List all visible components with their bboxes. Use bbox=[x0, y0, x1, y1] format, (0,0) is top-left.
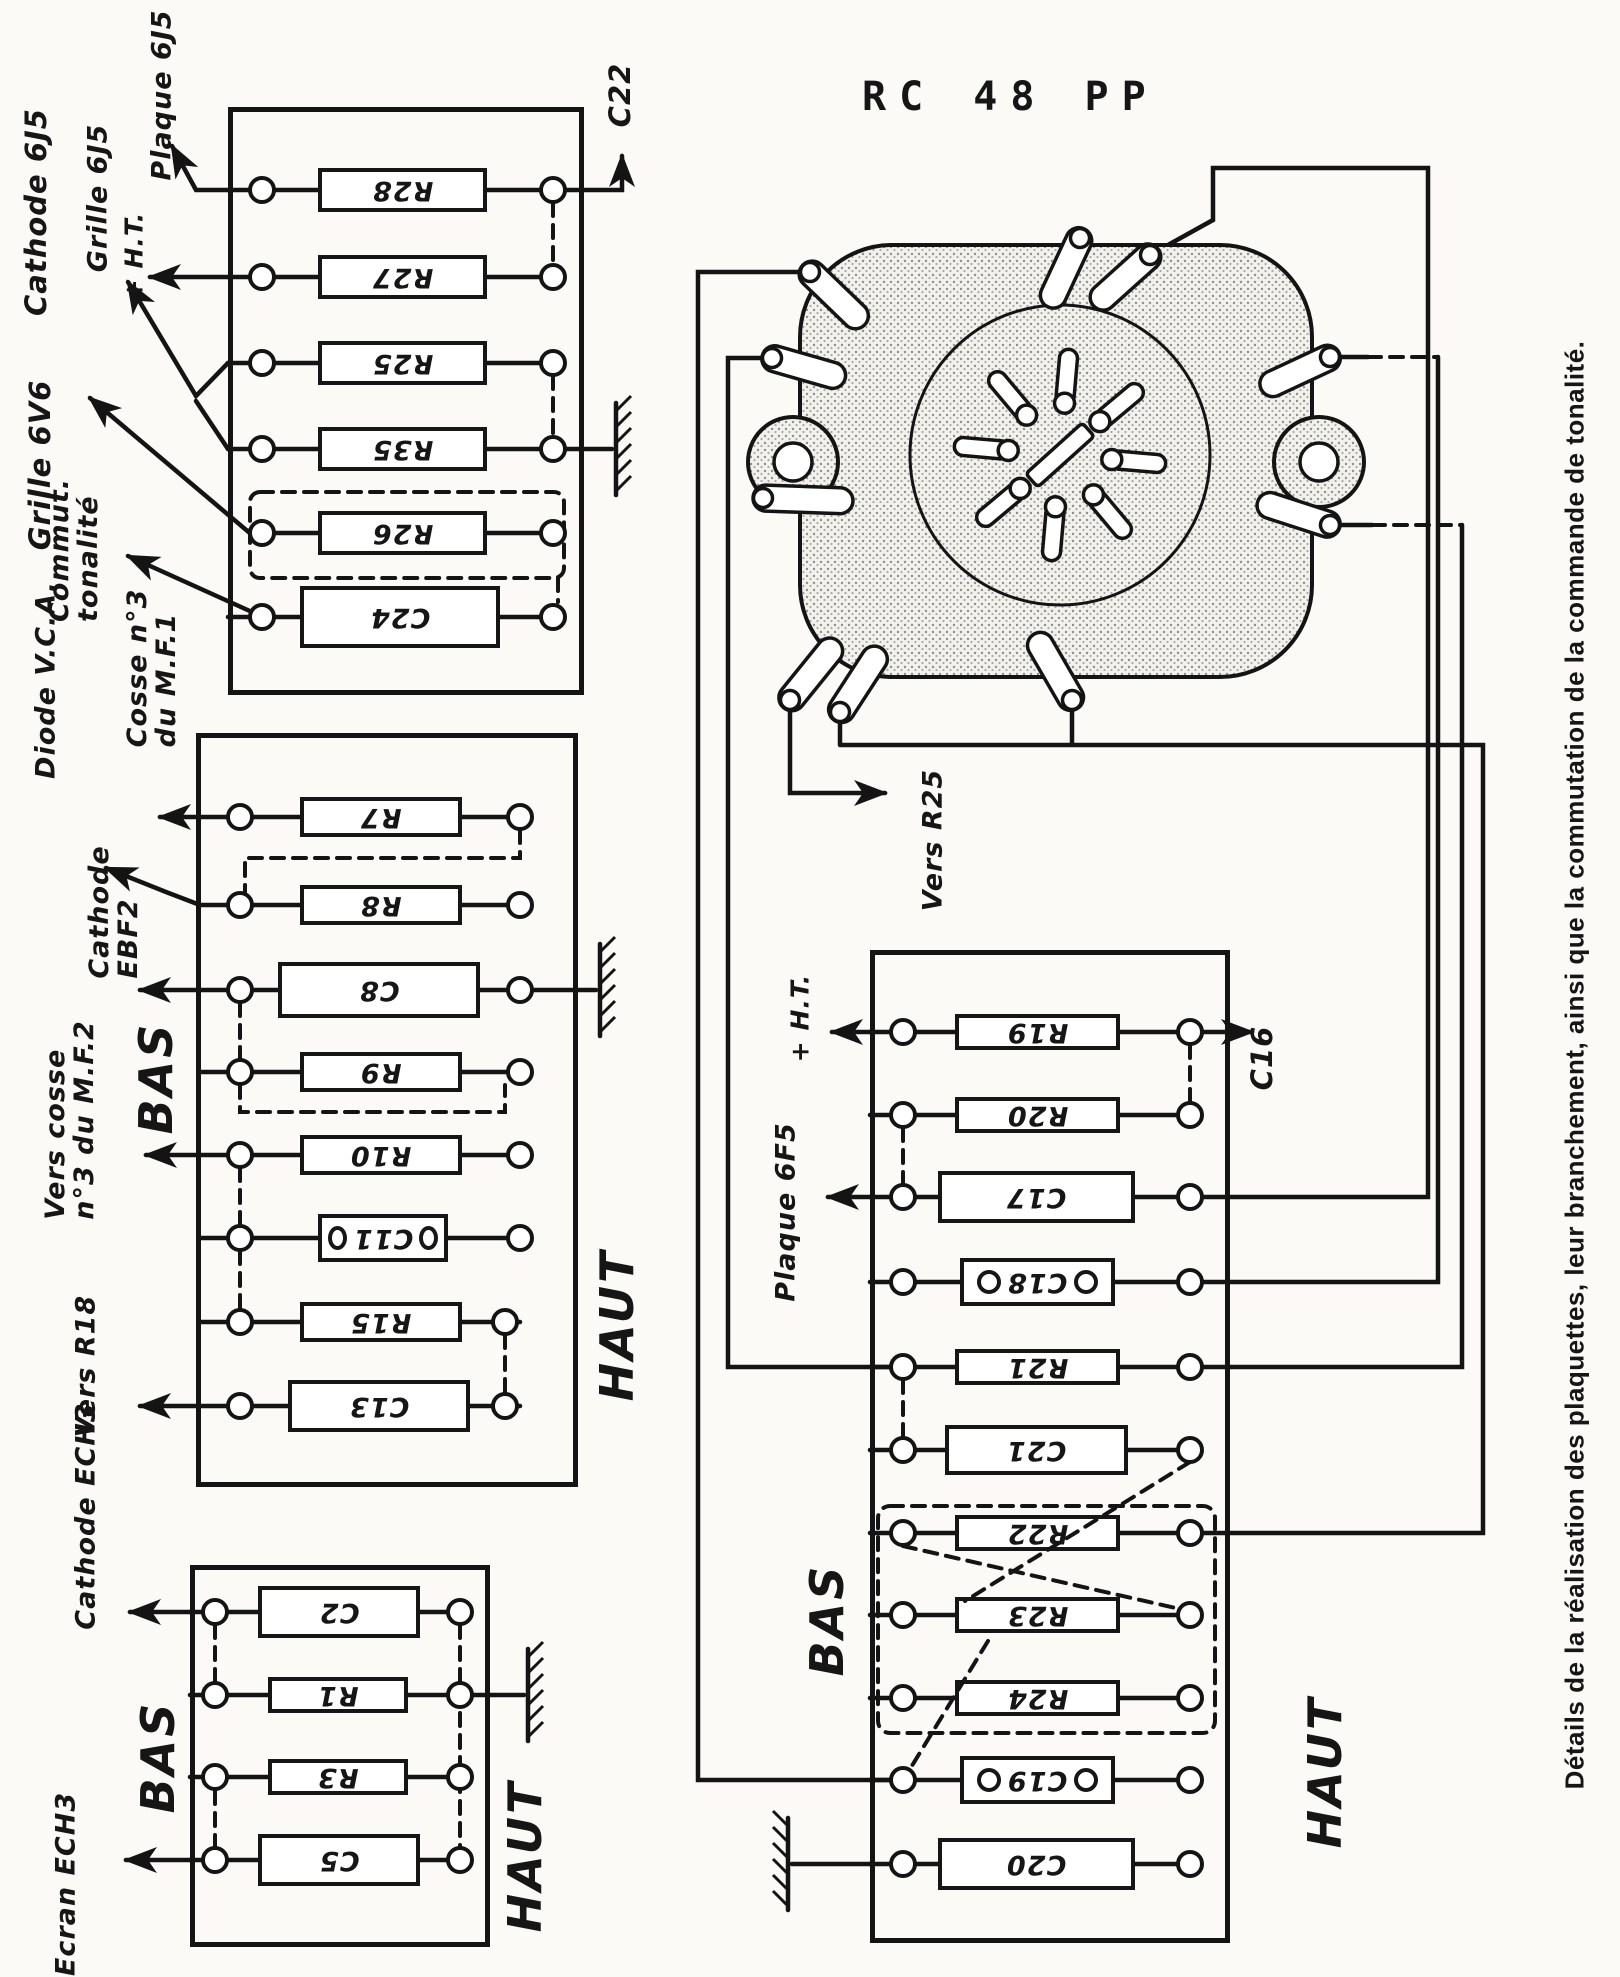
wire-merge-r35 bbox=[196, 401, 228, 449]
label-haut-af: HAUT bbox=[1298, 1695, 1352, 1849]
component-label: C19 bbox=[1007, 1764, 1068, 1796]
label-cathode-ebf2: Cathode EBF2 bbox=[83, 845, 144, 979]
label-vers-r25: Vers R25 bbox=[917, 768, 949, 912]
component-label: R1 bbox=[317, 1679, 359, 1711]
component-label: R27 bbox=[371, 261, 434, 293]
component-label: C2 bbox=[318, 1596, 360, 1628]
label-cosse-mf1: Cosse n°3 du M.F.1 bbox=[121, 588, 182, 748]
component-label: C17 bbox=[1006, 1181, 1067, 1213]
component-r24 bbox=[955, 1680, 1120, 1716]
label-ht-tone: + H.T. bbox=[119, 211, 149, 301]
component-r9 bbox=[300, 1052, 462, 1092]
component-r21 bbox=[955, 1349, 1120, 1385]
capacitor-terminal-dot bbox=[1074, 1768, 1098, 1792]
component-label: R22 bbox=[1006, 1517, 1069, 1549]
component-label: C21 bbox=[1006, 1434, 1067, 1466]
board-mf-plaquette bbox=[196, 733, 578, 1487]
component-c18 bbox=[960, 1258, 1115, 1306]
component-r7 bbox=[300, 797, 462, 837]
ground-symbol-mf bbox=[600, 937, 615, 1036]
capacitor-terminal-dot bbox=[328, 1226, 347, 1250]
label-vers-cosse-mf2: Vers cosse n°3 du M.F.2 bbox=[39, 1020, 100, 1220]
component-c11 bbox=[318, 1214, 448, 1262]
label-cathode-ech3: Cathode ECH3 bbox=[70, 1402, 102, 1630]
component-r20 bbox=[955, 1097, 1120, 1133]
component-c13 bbox=[288, 1380, 470, 1432]
component-label: C5 bbox=[318, 1844, 360, 1876]
label-cathode-6j5: Cathode 6J5 bbox=[19, 108, 53, 316]
label-grille-6j5: Grille 6J5 bbox=[82, 123, 114, 273]
component-r27 bbox=[318, 255, 487, 299]
socket-lug bbox=[753, 485, 854, 514]
component-r8 bbox=[300, 885, 462, 925]
socket-dashed-links bbox=[1368, 357, 1462, 525]
label-grille-6v6: Grille 6V6 bbox=[23, 379, 57, 551]
component-label: R3 bbox=[317, 1761, 359, 1793]
component-label: R9 bbox=[360, 1056, 402, 1088]
label-haut-ech3: HAUT bbox=[498, 1779, 552, 1933]
label-ht-af: + H.T. bbox=[785, 973, 815, 1063]
component-r15 bbox=[300, 1302, 462, 1342]
label-haut-mf: HAUT bbox=[590, 1248, 644, 1402]
component-label: R20 bbox=[1006, 1099, 1069, 1131]
component-r3 bbox=[268, 1759, 408, 1795]
capacitor-terminal-dot bbox=[977, 1270, 1001, 1294]
component-label: R8 bbox=[360, 889, 402, 921]
label-diode-vca: Diode V.C.A. bbox=[30, 581, 62, 779]
label-bas-ech3: BAS bbox=[131, 1700, 185, 1814]
component-r10 bbox=[300, 1135, 462, 1175]
label-bas-mf: BAS bbox=[129, 1021, 183, 1135]
label-commut-tonalite: Commut. tonalité bbox=[43, 477, 104, 623]
capacitor-terminal-dot bbox=[1074, 1270, 1098, 1294]
component-c21 bbox=[945, 1425, 1128, 1475]
component-r23 bbox=[955, 1597, 1120, 1633]
capacitor-terminal-dot bbox=[977, 1768, 1001, 1792]
component-label: C13 bbox=[348, 1390, 410, 1422]
page-title: RC 48 PP bbox=[862, 74, 1159, 120]
component-label: R28 bbox=[371, 174, 434, 206]
component-r35 bbox=[318, 427, 487, 471]
component-label: R23 bbox=[1006, 1599, 1069, 1631]
label-bas-af: BAS bbox=[800, 1563, 854, 1677]
component-label: R21 bbox=[1006, 1351, 1069, 1383]
component-c24 bbox=[300, 586, 500, 648]
label-vers-r18: Vers R18 bbox=[70, 1294, 102, 1438]
label-ecran-ech3: Ecran ECH3 bbox=[50, 1791, 82, 1977]
component-r1 bbox=[268, 1677, 408, 1713]
tone-switch-socket bbox=[748, 223, 1364, 727]
component-c2 bbox=[258, 1586, 420, 1638]
component-label: R35 bbox=[371, 433, 434, 465]
component-label: C20 bbox=[1006, 1848, 1067, 1880]
capacitor-terminal-dot bbox=[419, 1226, 438, 1250]
ground-symbol-af bbox=[773, 1811, 788, 1910]
component-r19 bbox=[955, 1014, 1120, 1050]
component-c8 bbox=[278, 962, 480, 1018]
component-label: R10 bbox=[350, 1139, 412, 1171]
component-c5 bbox=[258, 1834, 420, 1886]
label-c16: C16 bbox=[1245, 1025, 1279, 1091]
component-r25 bbox=[318, 341, 487, 385]
component-label: R26 bbox=[371, 517, 434, 549]
arrow-plaque-6j5 bbox=[172, 146, 228, 190]
ground-symbol-ech bbox=[528, 1642, 543, 1741]
label-plaque-6f5: Plaque 6F5 bbox=[770, 1122, 802, 1302]
component-label: C18 bbox=[1007, 1266, 1068, 1298]
figure-caption: Détails de la réalisation des plaquettes, leur branchement, ainsi que la commutation de la commande de tonalité. bbox=[1559, 340, 1590, 1790]
component-label: C11 bbox=[352, 1222, 414, 1254]
component-c20 bbox=[938, 1838, 1135, 1890]
component-label: R19 bbox=[1006, 1016, 1069, 1048]
component-r22 bbox=[955, 1515, 1120, 1551]
component-label: C8 bbox=[358, 974, 400, 1006]
component-label: R24 bbox=[1006, 1682, 1069, 1714]
component-label: R15 bbox=[350, 1306, 412, 1338]
component-c19 bbox=[960, 1756, 1115, 1804]
component-c17 bbox=[938, 1171, 1135, 1223]
component-label: C24 bbox=[369, 601, 431, 633]
component-label: R25 bbox=[371, 347, 434, 379]
label-c22: C22 bbox=[603, 62, 637, 128]
component-label: R7 bbox=[360, 801, 402, 833]
component-r28 bbox=[318, 168, 487, 212]
label-plaque-6j5: Plaque 6J5 bbox=[146, 9, 178, 181]
component-r26 bbox=[318, 511, 487, 555]
ground-symbol-tone bbox=[616, 396, 631, 495]
